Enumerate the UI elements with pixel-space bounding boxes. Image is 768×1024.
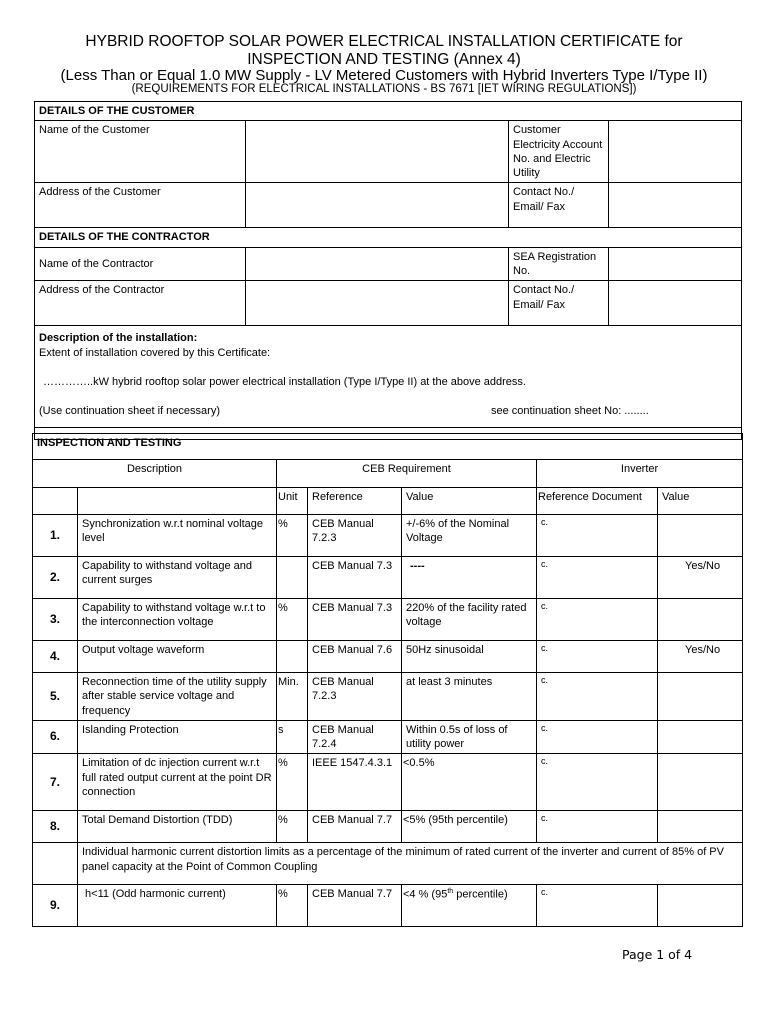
inverter-reference-field[interactable]: c.	[537, 599, 658, 641]
inverter-reference-field[interactable]: c.	[537, 515, 658, 557]
certificate-subtitle: (Less Than or Equal 1.0 MW Supply - LV Metered Customers with Hybrid Inverters Type I/Type II)	[60, 67, 708, 84]
table-row: 5. Reconnection time of the utility supply after stable service voltage and frequency Min. CEB Manual 7.2.3 at least 3 minutes c.	[33, 673, 743, 721]
customer-name-field[interactable]	[246, 121, 509, 183]
continuation-note: (Use continuation sheet if necessary)	[39, 405, 220, 418]
sea-registration-field[interactable]	[609, 247, 742, 281]
table-row: 3. Capability to withstand voltage w.r.t to the interconnection voltage % CEB Manual 7.3 220% of the facility rated voltage c.	[33, 599, 743, 641]
inverter-reference-field[interactable]: c.	[537, 811, 658, 843]
table-row: 9. h<11 (Odd harmonic current) % CEB Manual 7.7 <4 % (95th percentile) c.	[33, 885, 743, 927]
harmonic-note: Individual harmonic current distortion limits as a percentage of the minimum of rated current of the inverter and current of 85% of PV panel capacity at the Point of Common Coupling	[78, 843, 743, 885]
col-ceb-requirement: CEB Requirement	[277, 460, 537, 488]
table-row: 2. Capability to withstand voltage and current surges CEB Manual 7.3 ---- c. Yes/No	[33, 557, 743, 599]
sub-value: Value	[402, 488, 537, 515]
certificate-title-line2: INSPECTION AND TESTING (Annex 4)	[247, 51, 521, 68]
col-description: Description	[33, 460, 277, 488]
customer-contact-label: Contact No./ Email/ Fax	[509, 183, 609, 228]
inverter-value-field[interactable]	[658, 811, 743, 843]
table-row: 7. Limitation of dc injection current w.r.t full rated output current at the point DR connection % IEEE 1547.4.3.1 <0.5% c.	[33, 754, 743, 811]
continuation-ref: see continuation sheet No: ........	[491, 405, 649, 418]
sub-unit: Unit	[277, 488, 308, 515]
customer-contact-field[interactable]	[609, 183, 742, 228]
contractor-contact-label: Contact No./ Email/ Fax	[509, 281, 609, 326]
sub-inverter-value: Value	[658, 488, 743, 515]
installation-title: Description of the installation:	[39, 332, 198, 345]
table-row: 6. Islanding Protection s CEB Manual 7.2.4 Within 0.5s of loss of utility power c.	[33, 720, 743, 754]
harmonic-note-row	[33, 843, 743, 885]
inspection-section-title: INSPECTION AND TESTING	[33, 434, 743, 460]
contractor-contact-field[interactable]	[609, 281, 742, 326]
customer-address-field[interactable]	[246, 183, 509, 228]
inverter-reference-field[interactable]: c.	[537, 641, 658, 673]
inverter-value-field[interactable]: Yes/No	[658, 557, 743, 599]
inverter-reference-field[interactable]: c.	[537, 720, 658, 754]
page-number: Page 1 of 4	[622, 947, 693, 962]
customer-account-field[interactable]	[609, 121, 742, 183]
inverter-value-field[interactable]	[658, 599, 743, 641]
sea-registration-label: SEA Registration No.	[509, 247, 609, 281]
installation-extent: Extent of installation covered by this Certificate:	[39, 346, 271, 359]
sub-reference: Reference	[308, 488, 402, 515]
inverter-value-field[interactable]	[658, 515, 743, 557]
contractor-name-label: Name of the Contractor	[35, 247, 246, 281]
contractor-section-title: DETAILS OF THE CONTRACTOR	[35, 228, 742, 247]
contractor-address-label: Address of the Contractor	[35, 281, 246, 326]
contractor-address-field[interactable]	[246, 281, 509, 326]
table-row: 4. Output voltage waveform CEB Manual 7.6 50Hz sinusoidal c. Yes/No	[33, 641, 743, 673]
installation-kw-line: …………..kW hybrid rooftop solar power electrical installation (Type I/Type II) at the above address.	[43, 375, 526, 388]
inverter-reference-field[interactable]: c.	[537, 754, 658, 811]
certificate-title: HYBRID ROOFTOP SOLAR POWER ELECTRICAL INSTALLATION CERTIFICATE for	[85, 33, 683, 50]
col-inverter: Inverter	[537, 460, 743, 488]
customer-section-title: DETAILS OF THE CUSTOMER	[35, 102, 742, 121]
contractor-name-field[interactable]	[246, 247, 509, 281]
inverter-value-field[interactable]	[658, 673, 743, 721]
inverter-reference-field[interactable]: c.	[537, 557, 658, 599]
customer-address-label: Address of the Customer	[35, 183, 246, 228]
inverter-value-field[interactable]	[658, 754, 743, 811]
customer-account-label: Customer Electricity Account No. and Electric Utility	[509, 121, 609, 183]
inverter-reference-field[interactable]: c.	[537, 885, 658, 927]
inspection-testing-table	[32, 433, 743, 927]
inverter-value-field[interactable]	[658, 720, 743, 754]
inverter-value-field[interactable]	[658, 885, 743, 927]
customer-name-label: Name of the Customer	[35, 121, 246, 183]
requirements-line: (REQUIREMENTS FOR ELECTRICAL INSTALLATIONS - BS 7671 [IET WIRING REGULATIONS])	[131, 83, 637, 95]
customer-contractor-table	[34, 101, 742, 440]
inverter-value-field[interactable]: Yes/No	[658, 641, 743, 673]
table-row: 1. Synchronization w.r.t nominal voltage level % CEB Manual 7.2.3 +/-6% of the Nominal Voltage c.	[33, 515, 743, 557]
table-row: 8. Total Demand Distortion (TDD) % CEB Manual 7.7 <5% (95th percentile) c.	[33, 811, 743, 843]
inverter-reference-field[interactable]: c.	[537, 673, 658, 721]
installation-description	[35, 326, 742, 428]
sub-reference-document: Reference Document	[537, 488, 658, 515]
